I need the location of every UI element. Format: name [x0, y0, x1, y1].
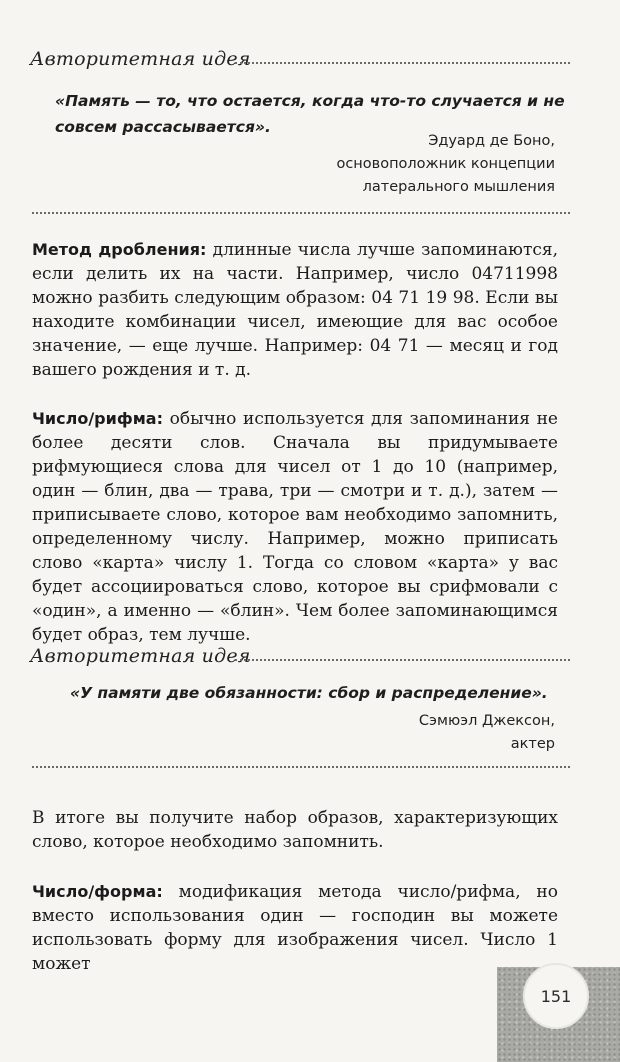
box-separator	[32, 766, 570, 771]
term-bold: Метод дробления:	[32, 240, 207, 259]
term-bold: Число/рифма:	[32, 409, 163, 428]
paragraph-summary	[32, 806, 558, 854]
paragraph-text: обычно используется для запоминания не более десяти слов. Сначала вы придумываете рифмующиеся слова для чисел от 1 до 10 (например, один — блин, два — трава, три — смотри и т. д.), затем — приписываете слово, которое вам необходимо запомнить, определенному числу. Например, можно приписать слово «карта» числу 1. Тогда со словом «карта» у вас будет ассоциироваться слово, которое вы срифмовали с «один», а именно — «блин». Чем более запоминающимся будет образ, тем лучше.	[32, 409, 558, 645]
paragraph-text: модификация метода число/рифма, но вместо использования один — господин вы можете использовать форму для изображения чисел. Число 1 может	[32, 882, 558, 974]
quote-text: «У памяти две обязанности: сбор и распределение».	[70, 684, 548, 702]
author-line: Эдуард де Боно,	[428, 133, 555, 149]
paragraph-text: длинные числа лучше запоминаются, если делить их на части. Например, число 04711998 можно разбить следующим образом: 04 71 19 98. Если вы находите комбинации чисел, имеющие для вас особое значение, — еще лучше. Например: 04 71 — месяц и год вашего рождения и т. д.	[32, 240, 559, 380]
authority-idea-title: Авторитетная идея	[30, 645, 251, 667]
authority-idea-heading-1	[30, 48, 570, 78]
paragraph-number-rhyme	[32, 407, 558, 647]
author-line: основоположник концепции	[336, 156, 555, 172]
quote-author	[419, 710, 555, 756]
author-line: латерального мышления	[362, 179, 555, 195]
quote-author	[336, 130, 555, 199]
author-line: Сэмюэл Джексон,	[418, 713, 555, 729]
authority-idea-title: Авторитетная идея	[30, 48, 251, 70]
heading-dotted-rule	[235, 659, 570, 664]
paragraph-text: В итоге вы получите набор образов, характеризующих слово, которое необходимо запомнить.	[32, 808, 558, 852]
box-separator	[32, 212, 570, 217]
term-bold: Число/форма:	[32, 882, 163, 901]
paragraph-number-shape	[32, 880, 558, 976]
page-number: 151	[523, 963, 589, 1029]
author-line: актер	[510, 736, 555, 752]
heading-dotted-rule	[235, 62, 570, 67]
authority-idea-heading-2	[30, 645, 570, 675]
quote-text: «Память — то, что остается, когда что-то случается и не совсем рассасывается».	[55, 92, 565, 136]
paragraph-method-splitting	[32, 238, 558, 382]
